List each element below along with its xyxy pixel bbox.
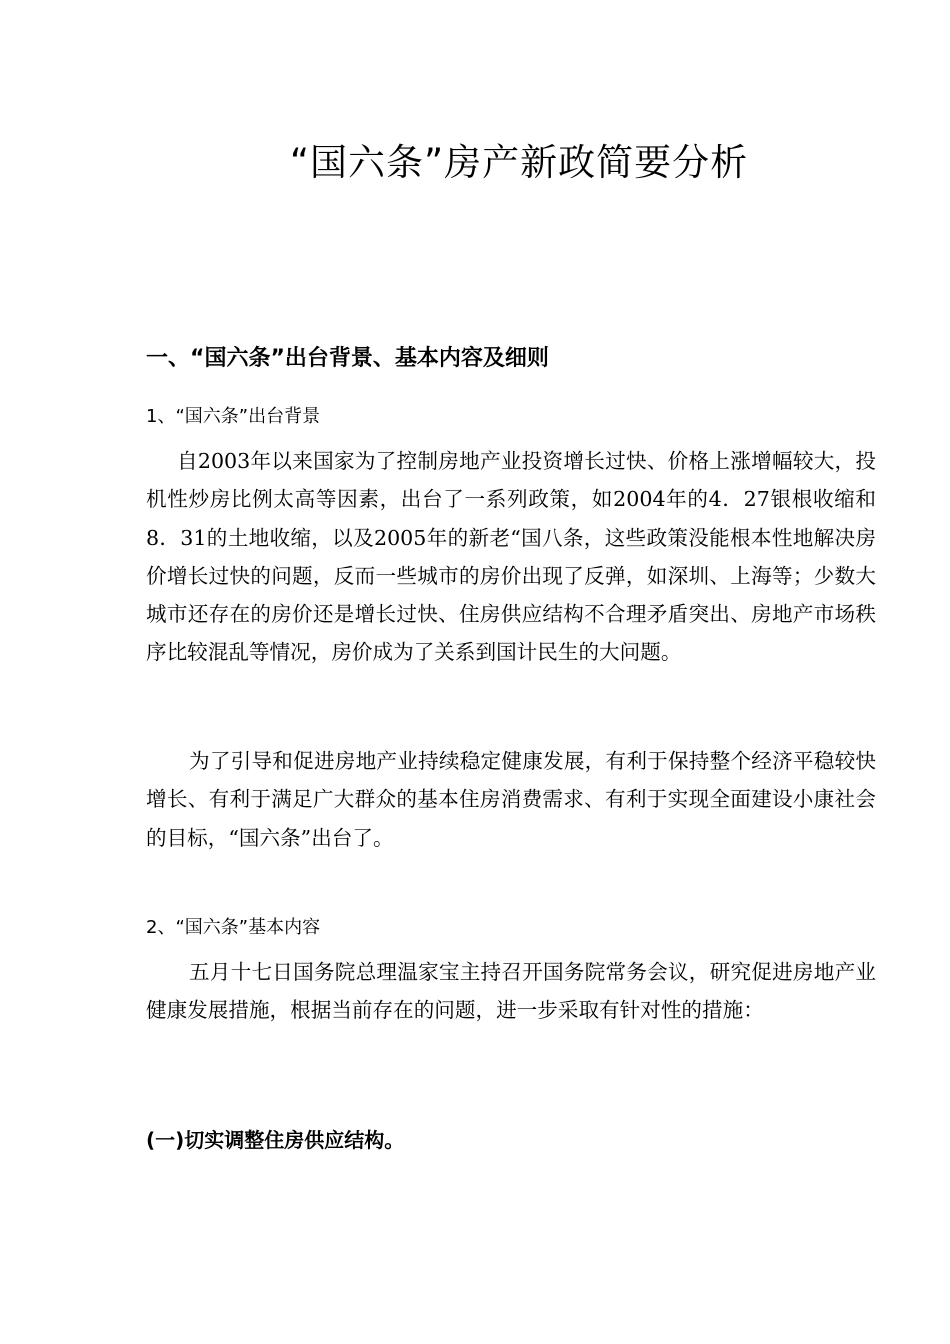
document-title: “国六条”房产新政简要分析 — [289, 141, 749, 184]
paragraph-background: 自2003年以来国家为了控制房地产业投资增长过快、价格上涨增幅较大，投机性炒房比例太高等因素，出台了一系列政策，如2004年的4．27银根收缩和8．31的土地收缩，以及2005年的新老“国八条，这些政策没能根本性地解决房价增长过快的问题，反而一些城市的房价出现了反弹，如深圳、上海等；少数大城市还存在的房价还是增长过快、住房供应结构不合理矛盾突出、房地产市场秩序比较混乱等情况，房价成为了关系到国计民生的大问题。 — [146, 449, 876, 665]
paragraph-purpose: 为了引导和促进房地产业持续稳定健康发展，有利于保持整个经济平稳较快增长、有利于满足广大群众的基本住房消费需求、有利于实现全面建设小康社会的目标，“国六条”出台了。 — [146, 749, 876, 850]
item-heading: (一)切实调整住房供应结构。 — [146, 1128, 405, 1152]
subsection-heading-background: 1、“国六条”出台背景 — [146, 406, 321, 427]
section-heading: 一、“国六条”出台背景、基本内容及细则 — [146, 346, 549, 371]
subsection-heading-content: 2、“国六条”基本内容 — [146, 917, 321, 938]
paragraph-content: 五月十七日国务院总理温家宝主持召开国务院常务会议，研究促进房地产业健康发展措施，根据当前存在的问题，进一步采取有针对性的措施： — [146, 960, 876, 1023]
